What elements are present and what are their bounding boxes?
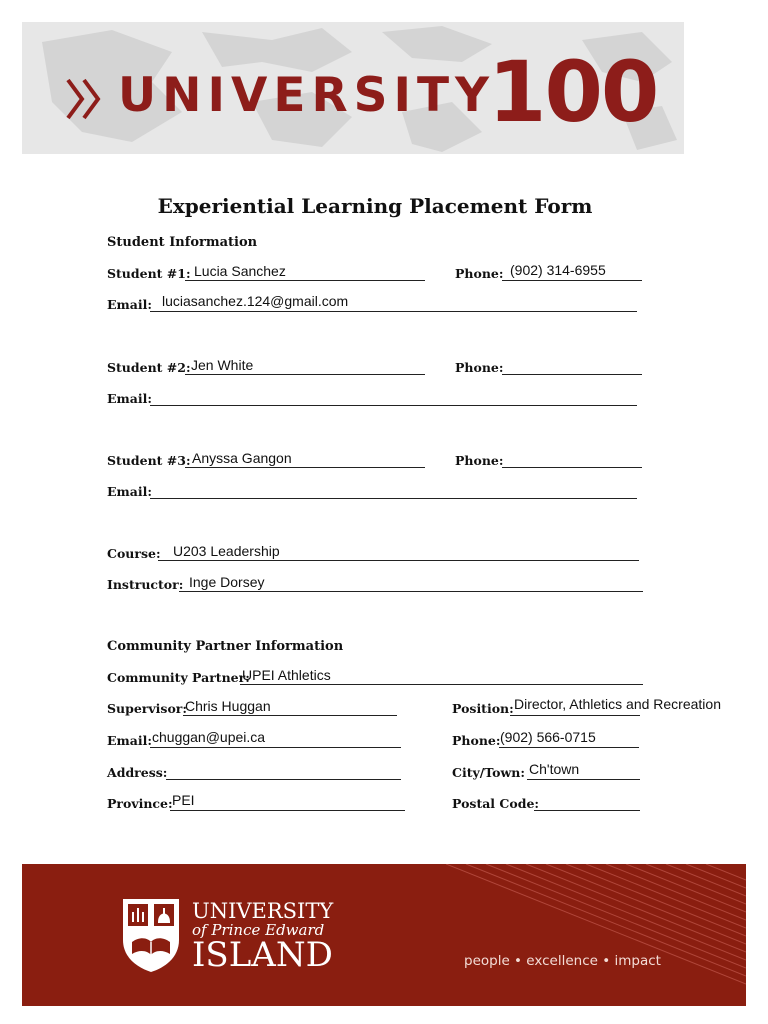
supervisor-label: Supervisor: <box>107 701 187 716</box>
province-field[interactable] <box>107 792 407 812</box>
diagonal-stripes-graphic <box>446 864 746 1006</box>
student-3-phone-field[interactable] <box>455 449 645 469</box>
student-3-email-field[interactable] <box>107 480 639 500</box>
student-1-phone: (902) 314-6955 <box>510 262 606 278</box>
student-2-name-field[interactable] <box>107 356 427 376</box>
address-label: Address: <box>107 765 168 780</box>
underline <box>179 591 643 592</box>
partner-email-field[interactable] <box>107 729 403 749</box>
community-partner-value: UPEI Athletics <box>242 667 331 683</box>
underline <box>502 374 642 375</box>
student-1-email-field[interactable] <box>107 293 639 313</box>
province-value: PEI <box>172 792 195 808</box>
upei-wordmark-line3: ISLAND <box>192 935 333 975</box>
underline <box>527 779 640 780</box>
partner-phone-field[interactable] <box>452 729 642 749</box>
email-label: Email: <box>107 733 152 748</box>
instructor-field[interactable] <box>107 573 645 593</box>
underline <box>166 779 401 780</box>
phone-label: Phone: <box>455 360 504 375</box>
partner-phone-value: (902) 566-0715 <box>500 729 596 745</box>
underline <box>150 405 637 406</box>
footer-tagline: people • excellence • impact <box>464 953 661 969</box>
address-field[interactable] <box>107 761 403 781</box>
community-partner-field[interactable] <box>107 666 645 686</box>
city-label: City/Town: <box>452 765 525 780</box>
email-label: Email: <box>107 391 152 406</box>
position-value: Director, Athletics and Recreation <box>514 696 721 712</box>
city-value: Ch'town <box>529 761 580 777</box>
supervisor-value: Chris Huggan <box>185 698 271 714</box>
position-label: Position: <box>452 701 514 716</box>
student-3-name-field[interactable] <box>107 449 427 469</box>
course-label: Course: <box>107 546 161 561</box>
underline <box>150 747 401 748</box>
underline <box>185 467 425 468</box>
student-1-name-field[interactable] <box>107 262 427 282</box>
underline <box>240 684 643 685</box>
postal-code-field[interactable] <box>452 792 642 812</box>
instructor-label: Instructor: <box>107 577 184 592</box>
postal-code-label: Postal Code: <box>452 796 540 811</box>
phone-label: Phone: <box>455 266 504 281</box>
course-field[interactable] <box>107 542 641 562</box>
underline <box>158 560 639 561</box>
underline <box>534 810 640 811</box>
email-label: Email: <box>107 484 152 499</box>
province-label: Province: <box>107 796 173 811</box>
underline <box>150 311 637 312</box>
underline <box>510 715 640 716</box>
brand-word: UNIVERSITY <box>118 68 496 123</box>
partner-email-value: chuggan@upei.ca <box>152 729 266 745</box>
supervisor-field[interactable] <box>107 697 399 717</box>
student-1-name: Lucia Sanchez <box>194 263 286 279</box>
underline <box>502 280 642 281</box>
header-banner <box>22 22 684 154</box>
upei-wordmark-line1: UNIVERSITY <box>192 899 334 923</box>
student-section-heading: Student Information <box>107 235 258 250</box>
university-crest-icon <box>120 896 182 974</box>
form-title: Experiential Learning Placement Form <box>157 194 593 218</box>
student-2-label: Student #2: <box>107 360 191 375</box>
student-1-email: luciasanchez.124@gmail.com <box>162 293 349 309</box>
underline <box>170 810 405 811</box>
student-3-label: Student #3: <box>107 453 191 468</box>
phone-label: Phone: <box>452 733 501 748</box>
double-chevron-icon <box>66 76 104 122</box>
instructor-value: Inge Dorsey <box>189 574 265 590</box>
underline <box>499 747 639 748</box>
footer-banner <box>22 864 746 1006</box>
email-label: Email: <box>107 297 152 312</box>
underline <box>150 498 637 499</box>
student-1-phone-field[interactable] <box>455 262 645 282</box>
course-value: U203 Leadership <box>173 543 280 559</box>
position-field[interactable] <box>452 697 722 717</box>
partner-section-heading: Community Partner Information <box>107 639 344 654</box>
underline <box>185 280 425 281</box>
brand-number: 100 <box>488 43 658 141</box>
phone-label: Phone: <box>455 453 504 468</box>
community-partner-label: Community Partner: <box>107 670 250 685</box>
student-2-name: Jen White <box>191 357 254 373</box>
city-field[interactable] <box>452 761 642 781</box>
student-2-phone-field[interactable] <box>455 356 645 376</box>
student-2-email-field[interactable] <box>107 387 639 407</box>
underline <box>183 715 397 716</box>
student-1-label: Student #1: <box>107 266 191 281</box>
student-3-name: Anyssa Gangon <box>192 450 292 466</box>
underline <box>185 374 425 375</box>
upei-wordmark-line2: of Prince Edward <box>192 921 325 939</box>
underline <box>502 467 642 468</box>
